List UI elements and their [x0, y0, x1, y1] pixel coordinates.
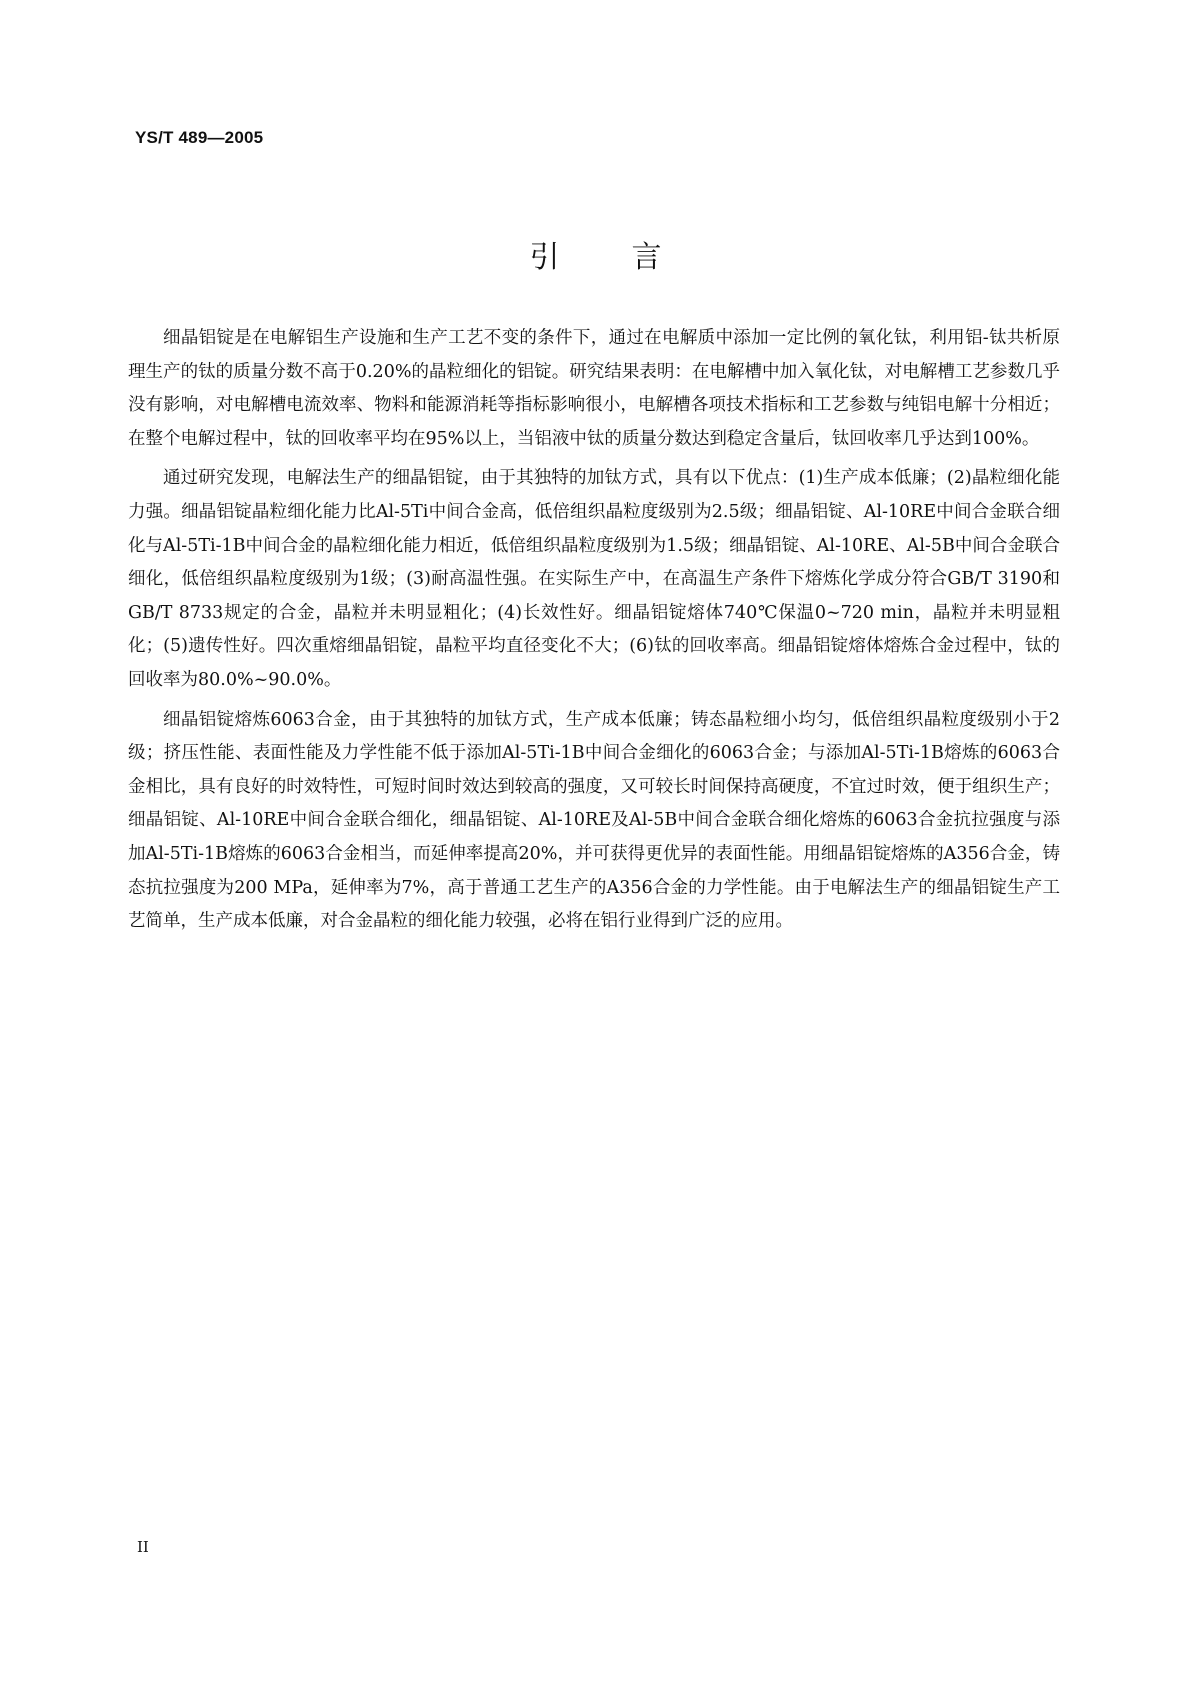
standard-code: YS/T 489—2005: [135, 128, 264, 147]
page-number: II: [137, 1538, 149, 1556]
introduction-body: [128, 322, 1060, 945]
paragraph-2: 通过研究发现，电解法生产的细晶铝锭，由于其独特的加钛方式，具有以下优点：(1)生产成本低廉；(2)晶粒细化能力强。细晶铝锭晶粒细化能力比Al-5Ti中间合金高，低倍组织晶粒度级别为2.5级；细晶铝锭、Al-10RE中间合金联合细化与Al-5Ti-1B中间合金的晶粒细化能力相近，低倍组织晶粒度级别为1.5级；细晶铝锭、Al-10RE、Al-5B中间合金联合细化，低倍组织晶粒度级别为1级；(3)耐高温性强。在实际生产中，在高温生产条件下熔炼化学成分符合GB/T 3190和GB/T 8733规定的合金，晶粒并未明显粗化；(4)长效性好。细晶铝锭熔体740℃保温0~720 min，晶粒并未明显粗化；(5)遗传性好。四次重熔细晶铝锭，晶粒平均直径变化不大；(6)钛的回收率高。细晶铝锭熔体熔炼合金过程中，钛的回收率为80.0%~90.0%。: [128, 468, 1060, 690]
paragraph-3: 细晶铝锭熔炼6063合金，由于其独特的加钛方式，生产成本低廉；铸态晶粒细小均匀，低倍组织晶粒度级别小于2级；挤压性能、表面性能及力学性能不低于添加Al-5Ti-1B中间合金细化的6063合金；与添加Al-5Ti-1B熔炼的6063合金相比，具有良好的时效特性，可短时间时效达到较高的强度，又可较长时间保持高硬度，不宜过时效，便于组织生产；细晶铝锭、Al-10RE中间合金联合细化，细晶铝锭、Al-10RE及Al-5B中间合金联合细化熔炼的6063合金抗拉强度与添加Al-5Ti-1B熔炼的6063合金相当，而延伸率提高20%，并可获得更优异的表面性能。用细晶铝锭熔炼的A356合金，铸态抗拉强度为200 MPa，延伸率为7%，高于普通工艺生产的A356合金的力学性能。由于电解法生产的细晶铝锭生产工艺简单，生产成本低廉，对合金晶粒的细化能力较强，必将在铝行业得到广泛的应用。: [128, 709, 1060, 932]
page-title: 引言: [529, 240, 734, 275]
paragraph-1: 细晶铝锭是在电解铝生产设施和生产工艺不变的条件下，通过在电解质中添加一定比例的氧化钛，利用铝-钛共析原理生产的钛的质量分数不高于0.20%的晶粒细化的铝锭。研究结果表明：在电解槽中加入氧化钛，对电解槽工艺参数几乎没有影响，对电解槽电流效率、物料和能源消耗等指标影响很小，电解槽各项技术指标和工艺参数与纯铝电解十分相近；在整个电解过程中，钛的回收率平均在95%以上，当铝液中钛的质量分数达到稳定含量后，钛回收率几乎达到100%。: [128, 328, 1060, 449]
